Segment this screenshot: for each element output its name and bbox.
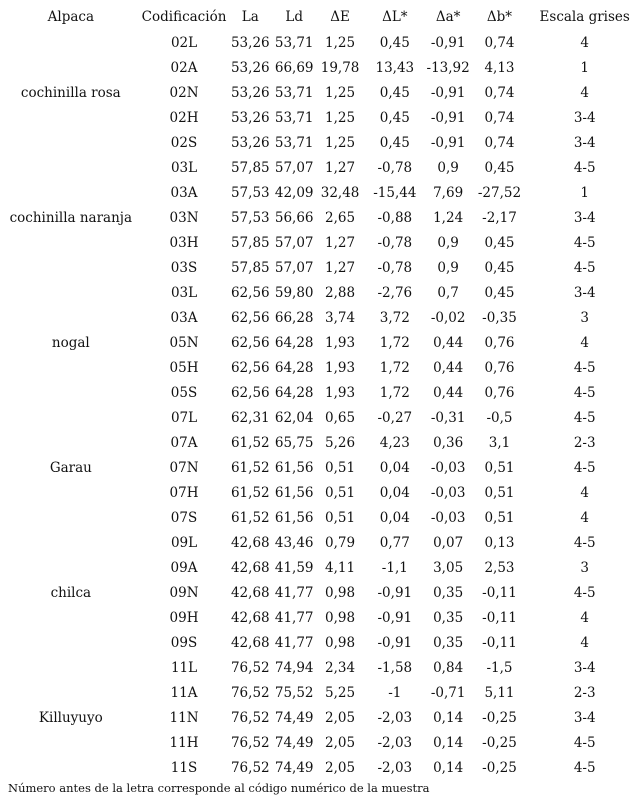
delta-b-cell: 0,74 [484, 84, 515, 101]
header-escala-grises: Escala grises [539, 9, 630, 25]
gray-scale-cell: 1 [580, 184, 589, 201]
la-cell: 61,52 [230, 434, 270, 451]
code-cell: 05S [170, 384, 198, 401]
gray-scale-cell: 3-4 [573, 659, 596, 676]
delta-b-cell: -0,35 [482, 309, 517, 326]
delta-b-cell: -0,11 [482, 584, 517, 601]
delta-e-cell: 1,25 [325, 34, 356, 51]
delta-l-cell: 0,45 [379, 34, 410, 51]
delta-b-cell: 5,11 [484, 684, 515, 701]
delta-a-cell: -0,91 [430, 134, 466, 151]
delta-a-cell: 0,35 [433, 634, 464, 651]
delta-l-cell: -2,03 [377, 709, 413, 726]
delta-a-cell: 0,9 [437, 259, 459, 276]
gray-scale-cell: 4-5 [573, 384, 596, 401]
footnote: Número antes de la letra corresponde al código numérico de la muestra [8, 781, 430, 795]
delta-b-cell: 4,13 [484, 59, 515, 76]
delta-l-cell: 3,72 [379, 309, 410, 326]
delta-e-cell: 3,74 [325, 309, 356, 326]
table-row [0, 405, 643, 430]
delta-l-cell: 1,72 [379, 384, 410, 401]
la-cell: 42,68 [230, 559, 270, 576]
delta-l-cell: -0,88 [377, 209, 413, 226]
delta-b-cell: 0,13 [484, 534, 515, 551]
ld-cell: 74,49 [274, 734, 314, 751]
ld-cell: 53,71 [274, 109, 314, 126]
code-cell: 03S [170, 259, 198, 276]
delta-a-cell: 0,44 [433, 334, 464, 351]
ld-cell: 41,59 [274, 559, 314, 576]
header-alpaca: Alpaca [47, 9, 95, 25]
delta-l-cell: -1,1 [381, 559, 408, 576]
delta-l-cell: -0,78 [377, 234, 413, 251]
delta-a-cell: 1,24 [433, 209, 464, 226]
ld-cell: 74,49 [274, 709, 314, 726]
code-cell: 07H [169, 484, 199, 501]
delta-a-cell: -0,03 [430, 459, 466, 476]
ld-cell: 53,71 [274, 134, 314, 151]
code-cell: 03N [169, 209, 199, 226]
delta-l-cell: -2,76 [377, 284, 413, 301]
delta-e-cell: 0,79 [325, 534, 356, 551]
delta-b-cell: -27,52 [477, 184, 522, 201]
ld-cell: 66,28 [274, 309, 314, 326]
delta-a-cell: 0,36 [433, 434, 464, 451]
ld-cell: 61,56 [274, 459, 314, 476]
ld-cell: 56,66 [274, 209, 314, 226]
gray-scale-cell: 2-3 [573, 434, 596, 451]
alpaca-group-label: chilca [50, 584, 92, 601]
gray-scale-cell: 4 [580, 634, 589, 651]
gray-scale-cell: 4 [580, 509, 589, 526]
la-cell: 62,56 [230, 359, 270, 376]
delta-a-cell: -0,91 [430, 34, 466, 51]
ld-cell: 61,56 [274, 484, 314, 501]
ld-cell: 75,52 [274, 684, 314, 701]
code-cell: 09A [170, 559, 198, 576]
la-cell: 76,52 [230, 684, 270, 701]
delta-a-cell: 0,35 [433, 584, 464, 601]
delta-b-cell: 0,76 [484, 334, 515, 351]
ld-cell: 74,49 [274, 759, 314, 776]
delta-e-cell: 1,93 [325, 384, 356, 401]
delta-l-cell: 4,23 [379, 434, 410, 451]
delta-a-cell: 7,69 [433, 184, 464, 201]
delta-b-cell: 0,45 [484, 284, 515, 301]
ld-cell: 64,28 [274, 384, 314, 401]
delta-b-cell: 0,74 [484, 134, 515, 151]
delta-l-cell: 13,43 [375, 59, 415, 76]
gray-scale-cell: 2-3 [573, 684, 596, 701]
delta-b-cell: -1,5 [486, 659, 513, 676]
table-row [0, 530, 643, 555]
gray-scale-cell: 4 [580, 84, 589, 101]
gray-scale-cell: 4-5 [573, 459, 596, 476]
delta-b-cell: 0,45 [484, 259, 515, 276]
delta-a-cell: 0,44 [433, 384, 464, 401]
code-cell: 02L [170, 34, 198, 51]
code-cell: 07A [170, 434, 198, 451]
ld-cell: 59,80 [274, 284, 314, 301]
delta-e-cell: 2,05 [325, 734, 356, 751]
gray-scale-cell: 4-5 [573, 584, 596, 601]
la-cell: 42,68 [230, 609, 270, 626]
delta-a-cell: -13,92 [426, 59, 470, 76]
la-cell: 62,56 [230, 384, 270, 401]
code-cell: 03L [170, 159, 198, 176]
delta-l-cell: 0,77 [379, 534, 410, 551]
delta-b-cell: -2,17 [482, 209, 517, 226]
code-cell: 03A [170, 184, 198, 201]
gray-scale-cell: 4-5 [573, 234, 596, 251]
gray-scale-cell: 3 [580, 309, 589, 326]
gray-scale-cell: 3-4 [573, 109, 596, 126]
gray-scale-cell: 4 [580, 484, 589, 501]
ld-cell: 74,94 [274, 659, 314, 676]
la-cell: 62,56 [230, 309, 270, 326]
code-cell: 09N [169, 584, 199, 601]
la-cell: 62,31 [230, 409, 270, 426]
delta-l-cell: 1,72 [379, 359, 410, 376]
la-cell: 62,56 [230, 284, 270, 301]
delta-e-cell: 1,27 [325, 159, 356, 176]
ld-cell: 41,77 [274, 634, 314, 651]
code-cell: 02A [170, 59, 198, 76]
delta-l-cell: 0,45 [379, 84, 410, 101]
delta-e-cell: 1,93 [325, 359, 356, 376]
ld-cell: 64,28 [274, 334, 314, 351]
code-cell: 09H [169, 609, 199, 626]
la-cell: 57,85 [230, 234, 270, 251]
delta-l-cell: -15,44 [373, 184, 417, 201]
delta-l-cell: -0,27 [377, 409, 413, 426]
header-delta-l: ΔL* [382, 9, 408, 25]
delta-e-cell: 1,27 [325, 234, 356, 251]
gray-scale-cell: 4-5 [573, 359, 596, 376]
gray-scale-cell: 4-5 [573, 759, 596, 776]
delta-a-cell: -0,02 [430, 309, 466, 326]
code-cell: 11A [170, 684, 198, 701]
delta-e-cell: 1,27 [325, 259, 356, 276]
delta-b-cell: 0,74 [484, 34, 515, 51]
code-cell: 02H [169, 109, 199, 126]
delta-a-cell: -0,03 [430, 509, 466, 526]
ld-cell: 43,46 [274, 534, 314, 551]
delta-l-cell: -0,78 [377, 259, 413, 276]
delta-e-cell: 0,65 [325, 409, 356, 426]
ld-cell: 62,04 [274, 409, 314, 426]
gray-scale-cell: 4-5 [573, 409, 596, 426]
code-cell: 11L [170, 659, 198, 676]
delta-e-cell: 1,25 [325, 109, 356, 126]
la-cell: 57,53 [230, 184, 270, 201]
header-codificacion: Codificación [141, 9, 227, 25]
delta-l-cell: 0,04 [379, 509, 410, 526]
header-la: La [241, 9, 259, 25]
delta-a-cell: 3,05 [433, 559, 464, 576]
delta-b-cell: -0,25 [482, 759, 517, 776]
gray-scale-cell: 4-5 [573, 259, 596, 276]
delta-b-cell: -0,25 [482, 734, 517, 751]
gray-scale-cell: 4 [580, 334, 589, 351]
header-row [0, 4, 643, 30]
gray-scale-cell: 3-4 [573, 284, 596, 301]
table-row [0, 30, 643, 55]
code-cell: 05H [169, 359, 199, 376]
color-fastness-table [0, 4, 643, 780]
header-delta-b: Δb* [486, 9, 513, 25]
code-cell: 05N [169, 334, 199, 351]
code-cell: 09L [170, 534, 198, 551]
la-cell: 53,26 [230, 34, 270, 51]
alpaca-group-label: Garau [49, 459, 92, 476]
la-cell: 42,68 [230, 534, 270, 551]
delta-l-cell: -1 [388, 684, 402, 701]
delta-b-cell: 0,51 [484, 484, 515, 501]
delta-b-cell: 0,45 [484, 234, 515, 251]
delta-a-cell: -0,31 [430, 409, 466, 426]
delta-b-cell: 0,74 [484, 109, 515, 126]
gray-scale-cell: 4-5 [573, 159, 596, 176]
code-cell: 07L [170, 409, 198, 426]
ld-cell: 66,69 [274, 59, 314, 76]
ld-cell: 42,09 [274, 184, 314, 201]
delta-a-cell: 0,7 [437, 284, 459, 301]
header-delta-e: ΔE [330, 9, 350, 25]
la-cell: 76,52 [230, 659, 270, 676]
delta-l-cell: 0,45 [379, 134, 410, 151]
la-cell: 42,68 [230, 634, 270, 651]
header-delta-a: Δa* [435, 9, 461, 25]
gray-scale-cell: 3-4 [573, 709, 596, 726]
ld-cell: 53,71 [274, 34, 314, 51]
alpaca-group-label: cochinilla naranja [9, 209, 133, 226]
delta-a-cell: -0,03 [430, 484, 466, 501]
gray-scale-cell: 4 [580, 34, 589, 51]
la-cell: 42,68 [230, 584, 270, 601]
delta-e-cell: 32,48 [320, 184, 360, 201]
header-ld: Ld [285, 9, 303, 25]
delta-e-cell: 0,98 [325, 634, 356, 651]
la-cell: 61,52 [230, 509, 270, 526]
delta-a-cell: -0,91 [430, 84, 466, 101]
delta-e-cell: 0,51 [325, 484, 356, 501]
delta-e-cell: 5,25 [325, 684, 356, 701]
code-cell: 11N [169, 709, 199, 726]
gray-scale-cell: 3-4 [573, 134, 596, 151]
alpaca-group-label: Killuyuyo [38, 709, 103, 726]
alpaca-group-label: nogal [51, 334, 90, 351]
delta-e-cell: 0,51 [325, 459, 356, 476]
code-cell: 03L [170, 284, 198, 301]
code-cell: 07N [169, 459, 199, 476]
la-cell: 53,26 [230, 134, 270, 151]
delta-e-cell: 2,65 [325, 209, 356, 226]
delta-b-cell: -0,5 [486, 409, 513, 426]
la-cell: 57,85 [230, 259, 270, 276]
code-cell: 02N [169, 84, 199, 101]
delta-e-cell: 2,34 [325, 659, 356, 676]
delta-e-cell: 0,51 [325, 509, 356, 526]
ld-cell: 53,71 [274, 84, 314, 101]
la-cell: 62,56 [230, 334, 270, 351]
la-cell: 76,52 [230, 709, 270, 726]
ld-cell: 57,07 [274, 159, 314, 176]
ld-cell: 57,07 [274, 234, 314, 251]
ld-cell: 41,77 [274, 609, 314, 626]
gray-scale-cell: 1 [580, 59, 589, 76]
delta-l-cell: -1,58 [377, 659, 413, 676]
delta-a-cell: 0,07 [433, 534, 464, 551]
delta-b-cell: 0,51 [484, 509, 515, 526]
gray-scale-cell: 3 [580, 559, 589, 576]
code-cell: 11H [169, 734, 199, 751]
delta-e-cell: 1,93 [325, 334, 356, 351]
table-row [0, 280, 643, 305]
delta-b-cell: 0,45 [484, 159, 515, 176]
delta-e-cell: 5,26 [325, 434, 356, 451]
delta-e-cell: 19,78 [320, 59, 360, 76]
la-cell: 76,52 [230, 759, 270, 776]
delta-l-cell: -2,03 [377, 734, 413, 751]
delta-a-cell: 0,14 [433, 709, 464, 726]
gray-scale-cell: 3-4 [573, 209, 596, 226]
delta-l-cell: -0,91 [377, 609, 413, 626]
ld-cell: 64,28 [274, 359, 314, 376]
code-cell: 11S [170, 759, 198, 776]
la-cell: 53,26 [230, 84, 270, 101]
delta-b-cell: 0,51 [484, 459, 515, 476]
delta-e-cell: 2,88 [325, 284, 356, 301]
delta-e-cell: 1,25 [325, 84, 356, 101]
ld-cell: 65,75 [274, 434, 314, 451]
delta-b-cell: 3,1 [488, 434, 511, 451]
code-cell: 02S [170, 134, 198, 151]
gray-scale-cell: 4-5 [573, 534, 596, 551]
ld-cell: 61,56 [274, 509, 314, 526]
la-cell: 61,52 [230, 484, 270, 501]
la-cell: 57,53 [230, 209, 270, 226]
delta-e-cell: 2,05 [325, 709, 356, 726]
gray-scale-cell: 4-5 [573, 734, 596, 751]
code-cell: 03A [170, 309, 198, 326]
alpaca-group-label: cochinilla rosa [20, 84, 121, 101]
delta-a-cell: -0,71 [430, 684, 466, 701]
delta-a-cell: 0,84 [433, 659, 464, 676]
gray-scale-cell: 4 [580, 609, 589, 626]
delta-b-cell: 0,76 [484, 384, 515, 401]
delta-a-cell: -0,91 [430, 109, 466, 126]
table-header [0, 4, 643, 30]
delta-b-cell: -0,11 [482, 609, 517, 626]
delta-e-cell: 2,05 [325, 759, 356, 776]
delta-b-cell: -0,11 [482, 634, 517, 651]
delta-l-cell: -2,03 [377, 759, 413, 776]
code-cell: 03H [169, 234, 199, 251]
la-cell: 53,26 [230, 59, 270, 76]
delta-a-cell: 0,14 [433, 759, 464, 776]
delta-l-cell: -0,78 [377, 159, 413, 176]
la-cell: 57,85 [230, 159, 270, 176]
table-body [0, 30, 643, 780]
ld-cell: 41,77 [274, 584, 314, 601]
delta-e-cell: 0,98 [325, 609, 356, 626]
table-row [0, 655, 643, 680]
delta-l-cell: 0,04 [379, 459, 410, 476]
delta-a-cell: 0,9 [437, 159, 459, 176]
ld-cell: 57,07 [274, 259, 314, 276]
delta-e-cell: 1,25 [325, 134, 356, 151]
delta-e-cell: 4,11 [325, 559, 356, 576]
delta-b-cell: 0,76 [484, 359, 515, 376]
delta-l-cell: -0,91 [377, 584, 413, 601]
code-cell: 07S [170, 509, 198, 526]
delta-e-cell: 0,98 [325, 584, 356, 601]
delta-l-cell: -0,91 [377, 634, 413, 651]
delta-l-cell: 0,45 [379, 109, 410, 126]
delta-a-cell: 0,44 [433, 359, 464, 376]
delta-l-cell: 0,04 [379, 484, 410, 501]
code-cell: 09S [170, 634, 198, 651]
la-cell: 76,52 [230, 734, 270, 751]
la-cell: 53,26 [230, 109, 270, 126]
delta-b-cell: 2,53 [484, 559, 515, 576]
la-cell: 61,52 [230, 459, 270, 476]
delta-b-cell: -0,25 [482, 709, 517, 726]
delta-l-cell: 1,72 [379, 334, 410, 351]
delta-a-cell: 0,35 [433, 609, 464, 626]
table-row [0, 155, 643, 180]
delta-a-cell: 0,9 [437, 234, 459, 251]
delta-a-cell: 0,14 [433, 734, 464, 751]
